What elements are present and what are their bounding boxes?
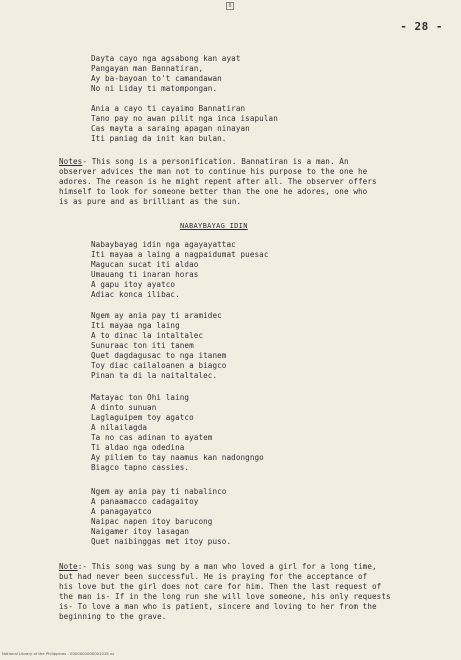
verse-line: Ti aldao nga odedina: [91, 443, 185, 452]
verse-line: Iti paniag da init kan bulan.: [91, 134, 227, 143]
verse-line: A panaamacco cadagaitoy: [91, 497, 199, 506]
verse-line: Biagco tapno cassies.: [91, 463, 190, 472]
note-first-line: [59, 562, 377, 572]
verse-line: Nabaybayag idin nga agayayattac: [91, 240, 236, 249]
song-title: NABAYBAYAG IDIN: [180, 222, 248, 230]
verse-line: Dayta cayo nga agsabong kan ayat: [91, 54, 241, 63]
note-label: Note: [59, 562, 78, 571]
verse-line: A to dinac la intaltalec: [91, 331, 204, 340]
note-text: adores. The reason is he might repent after all. The observer offers: [59, 177, 377, 186]
note-label: Notes: [59, 157, 83, 166]
verse-line: A gapu itoy ayatco: [91, 280, 176, 289]
note-text: himself to look for someone better than the one he adores, one who: [59, 187, 368, 196]
verse-line: Toy diac cailaloanen a biagco: [91, 361, 227, 370]
verse-line: Naipac napen itoy barucong: [91, 517, 213, 526]
verse-line: A nilailagda: [91, 423, 148, 432]
verse-line: Iti mayaa nga laing: [91, 321, 180, 330]
verse-line: A dinto sunuan: [91, 403, 157, 412]
page-number: - 28 -: [400, 20, 443, 33]
verse-line: Adiac konca ilibac.: [91, 290, 180, 299]
note-text: is as pure and as brilliant as the sun.: [59, 197, 242, 206]
verse-line: Laglaguipem toy agatco: [91, 413, 194, 422]
verse-line: Ngem ay ania pay ti nabalinco: [91, 487, 227, 496]
page-top-mark: 8: [226, 2, 234, 10]
verse-line: Ania a cayo ti cayaimo Bannatiran: [91, 104, 246, 113]
verse-line: Pangayan man Bannatiran,: [91, 64, 204, 73]
note-text: but had never been successful. He is praying for the acceptance of: [59, 572, 368, 581]
note-text: beginning to the grave.: [59, 612, 167, 621]
note-text: :- This song was sung by a man who loved a girl for a long time,: [77, 562, 377, 571]
note-text: - This song is a personification. Bannatiran is a man. An: [82, 157, 349, 166]
verse-line: Pinan ta di la naitaltalec.: [91, 371, 218, 380]
verse-line: Naigamer itoy lasagan: [91, 527, 190, 536]
note-text: the man is- If in the long run she will love someone, his only requests: [59, 592, 391, 601]
library-footer: National Library of the Philippines - 0000000000001018 xx: [2, 651, 115, 656]
verse-line: Matayac ton Ohi laing: [91, 393, 190, 402]
note-text: is- To love a man who is patient, sincere and loving to her from the: [59, 602, 377, 611]
verse-line: Ta no cas adinan to ayatem: [91, 433, 213, 442]
verse-line: Iti mayaa a laing a nagpaidumat puesac: [91, 250, 269, 259]
verse-line: Quet naibinggas met itoy puso.: [91, 537, 232, 546]
verse-line: Tano pay no awan pilit nga inca isapulan: [91, 114, 278, 123]
verse-line: Sunuraac ton iti tanem: [91, 341, 194, 350]
note-text: observer advices the man not to continue his purpose to the one he: [59, 167, 368, 176]
verse-line: Magucan sucat iti aldao: [91, 260, 199, 269]
verse-line: Ay ba-bayoan to't camandawan: [91, 74, 222, 83]
verse-line: A panagayatco: [91, 507, 152, 516]
verse-line: No ni Liday ti matompongan.: [91, 84, 218, 93]
note-first-line: [59, 157, 349, 167]
verse-line: Quet dagdagusac to nga itanem: [91, 351, 227, 360]
verse-line: Ay piliem to tay naamus kan nadongngo: [91, 453, 264, 462]
note-text: his love but the girl does not care for him. Then the last request of: [59, 582, 382, 591]
verse-line: Ngem ay ania pay ti aramidec: [91, 311, 222, 320]
verse-line: Cas mayta a saraing apagan ninayan: [91, 124, 250, 133]
verse-line: Umauang ti inaran horas: [91, 270, 199, 279]
